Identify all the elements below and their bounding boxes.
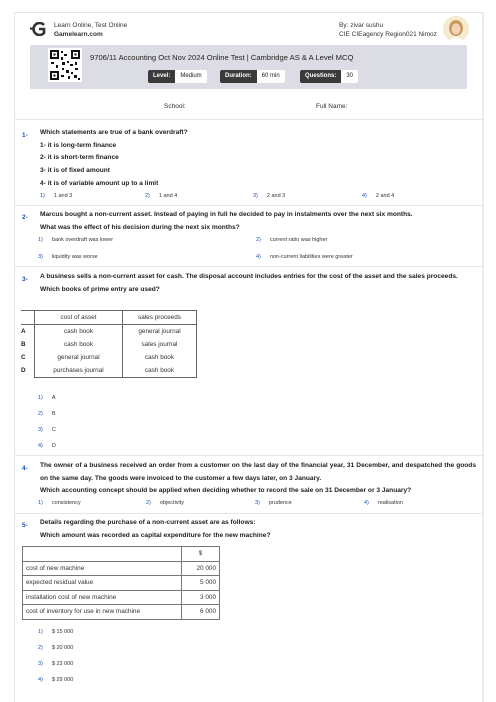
option-item[interactable] — [38, 254, 98, 260]
option-item[interactable] — [145, 193, 177, 199]
option-text: prudence — [268, 500, 292, 506]
option-number: 4) — [364, 500, 369, 506]
divider — [14, 266, 484, 267]
option-text: realisation — [377, 500, 403, 506]
option-text: B — [51, 411, 56, 417]
question-number: 2- — [22, 214, 28, 221]
table-row — [21, 338, 197, 351]
school-label: School: — [164, 103, 186, 110]
table-cell: 5 000 — [182, 576, 220, 591]
option-text: 1 and 4 — [158, 193, 178, 199]
table-row — [21, 364, 197, 378]
table-cell: cash book — [123, 351, 197, 364]
option-item[interactable] — [38, 411, 56, 417]
table-row — [23, 576, 220, 591]
divider — [14, 455, 484, 456]
machine-cost-table — [22, 546, 220, 620]
duration-value: 60 min — [257, 70, 285, 83]
question-line: A business sells a non-current asset for cash. The disposal account includes entries for the cost of the asset and the sales proceeds. — [40, 273, 458, 280]
question-line: 4- it is of variable amount up to a limit — [40, 179, 159, 187]
row-label: A — [21, 328, 26, 335]
question-line: Which accounting concept should be applied when deciding whether to record the sale on 31 December or 3 January? — [40, 487, 412, 495]
question-number: 3- — [22, 276, 28, 283]
option-item[interactable] — [255, 500, 292, 506]
full-name-label: Full Name: — [316, 103, 348, 110]
option-number: 1) — [38, 500, 43, 506]
avatar[interactable] — [443, 16, 469, 42]
table-row — [23, 590, 220, 605]
site-header — [30, 20, 472, 46]
option-item[interactable] — [256, 254, 353, 260]
table-cell: installation cost of new machine — [23, 590, 182, 605]
question-number: 1- — [22, 132, 28, 139]
question-line: Which books of prime entry are used? — [40, 285, 160, 293]
option-item[interactable] — [38, 443, 56, 449]
question-number: 4- — [22, 465, 28, 472]
table-cell: cash book — [35, 325, 123, 339]
option-number: 2) — [145, 193, 150, 199]
site-domain[interactable]: Gamelearn.com — [54, 31, 103, 38]
question-line: What was the effect of his decision during the next six months? — [40, 223, 240, 231]
option-number: 4) — [38, 443, 43, 449]
table-cell: purchases journal — [35, 364, 123, 378]
row-label: D — [21, 367, 26, 375]
option-item[interactable] — [38, 661, 73, 667]
divider — [14, 205, 484, 206]
option-number: 2) — [256, 237, 261, 243]
table-header: cost of asset — [35, 311, 123, 325]
question-text — [40, 209, 413, 234]
option-text: $ 29 000 — [51, 677, 74, 683]
question-line: Which amount was recorded as capital expenditure for the new machine? — [40, 531, 271, 539]
questions-label: Questions: — [300, 70, 341, 83]
option-item[interactable] — [38, 629, 73, 635]
level-label: Level: — [148, 70, 175, 83]
question-text — [40, 517, 270, 542]
question-text — [40, 271, 476, 296]
question-number: 5- — [22, 522, 28, 529]
option-text: non-current liabilities were greater — [269, 254, 353, 260]
option-text: $ 15 000 — [51, 629, 74, 635]
avatar-portrait-icon — [443, 16, 469, 42]
option-text: D — [51, 443, 56, 449]
option-text: A — [51, 395, 56, 401]
option-text: $ 23 000 — [51, 661, 74, 667]
option-item[interactable] — [256, 237, 327, 243]
option-item[interactable] — [253, 193, 285, 199]
table-cell: sales journal — [123, 338, 197, 351]
question-text — [40, 127, 188, 191]
table-header: sales proceeds — [123, 311, 197, 325]
level-value: Medium — [175, 70, 206, 83]
table-cell: cash book — [35, 338, 123, 351]
table-header-row — [21, 311, 197, 325]
level-badge — [148, 70, 207, 83]
option-number: 3) — [38, 427, 43, 433]
option-item[interactable] — [362, 193, 394, 199]
option-text: 2 and 4 — [375, 193, 395, 199]
gamelearn-logo-icon — [30, 22, 48, 36]
qr-code-icon — [48, 48, 82, 82]
option-item[interactable] — [38, 500, 81, 506]
option-item[interactable] — [146, 500, 184, 506]
questions-value: 30 — [341, 70, 358, 83]
question-line: 1- it is long-term finance — [40, 141, 117, 149]
option-number: 2) — [146, 500, 151, 506]
account-line: CIE CIEagency Region021 Nimoz — [339, 31, 437, 38]
table-cell: 3 000 — [182, 590, 220, 605]
row-label: C — [21, 354, 26, 361]
table-cell: general journal — [35, 351, 123, 364]
option-text: 1 and 3 — [53, 193, 73, 199]
table-cell: cost of inventory for use in new machine — [23, 605, 182, 620]
option-item[interactable] — [38, 645, 73, 651]
site-tagline: Learn Online, Test Online — [54, 22, 128, 29]
table-cell: expected residual value — [23, 576, 182, 591]
option-text: consistency — [51, 500, 81, 506]
questions-badge — [300, 70, 358, 83]
divider — [14, 119, 484, 120]
option-number: 4) — [256, 254, 261, 260]
question-line: Details regarding the purchase of a non-current asset are as follows: — [40, 519, 256, 526]
option-number: 3) — [38, 661, 43, 667]
question-text — [40, 460, 476, 498]
table-row — [21, 351, 197, 364]
option-number: 3) — [38, 254, 43, 260]
option-number: 4) — [362, 193, 367, 199]
option-item[interactable] — [38, 237, 113, 243]
option-item[interactable] — [38, 427, 56, 433]
question-line: The owner of a business received an order from a customer on the last day of the financial year, 31 December, and despatched the goods on the same day. The goods were invoiced to the customer a few days later, on 3 January. — [40, 462, 476, 482]
option-number: 1) — [38, 237, 43, 243]
option-number: 3) — [253, 193, 258, 199]
option-number: 1) — [40, 193, 45, 199]
table-cell: 6 000 — [182, 605, 220, 620]
option-number: 2) — [38, 645, 43, 651]
table-row — [23, 561, 220, 576]
table-header-row — [23, 547, 220, 562]
option-item[interactable] — [364, 500, 403, 506]
table-row — [23, 605, 220, 620]
question-line: 2- it is short-term finance — [40, 154, 119, 162]
option-item[interactable] — [38, 677, 73, 683]
scrollbar[interactable] — [482, 12, 484, 702]
books-table — [21, 310, 197, 378]
option-text: current ratio was higher — [269, 237, 328, 243]
question-line: 3- it is of fixed amount — [40, 167, 110, 175]
question-line: Which statements are true of a bank overdraft? — [40, 129, 188, 136]
option-number: 1) — [38, 629, 43, 635]
question-line: Marcus bought a non-current asset. Instead of paying in full he decided to pay in instalments over the next six months. — [40, 211, 413, 218]
option-text: objectivity — [159, 500, 185, 506]
row-label: B — [21, 341, 26, 348]
test-banner — [30, 45, 467, 89]
option-text: bank overdraft was lower — [51, 237, 114, 243]
option-text: $ 20 000 — [51, 645, 74, 651]
option-number: 1) — [38, 395, 43, 401]
option-number: 2) — [38, 411, 43, 417]
duration-label: Duration: — [220, 70, 257, 83]
table-cell: cash book — [123, 364, 197, 378]
page-title: 9706/11 Accounting Oct Nov 2024 Online Test | Cambridge AS & A Level MCQ — [90, 53, 354, 62]
table-cell: 20 000 — [182, 561, 220, 576]
author-line: By: zivar sushu — [339, 22, 384, 29]
table-cell: cost of new machine — [23, 561, 182, 576]
table-row — [21, 325, 197, 339]
table-cell: general journal — [123, 325, 197, 339]
table-header: $ — [182, 547, 220, 562]
option-number: 3) — [255, 500, 260, 506]
option-text: C — [51, 427, 56, 433]
option-item[interactable] — [40, 193, 72, 199]
option-number: 4) — [38, 677, 43, 683]
option-text: liquidity was worse — [51, 254, 98, 260]
option-item[interactable] — [38, 395, 56, 401]
duration-badge — [220, 70, 285, 83]
divider — [14, 513, 484, 514]
option-text: 2 and 3 — [266, 193, 286, 199]
